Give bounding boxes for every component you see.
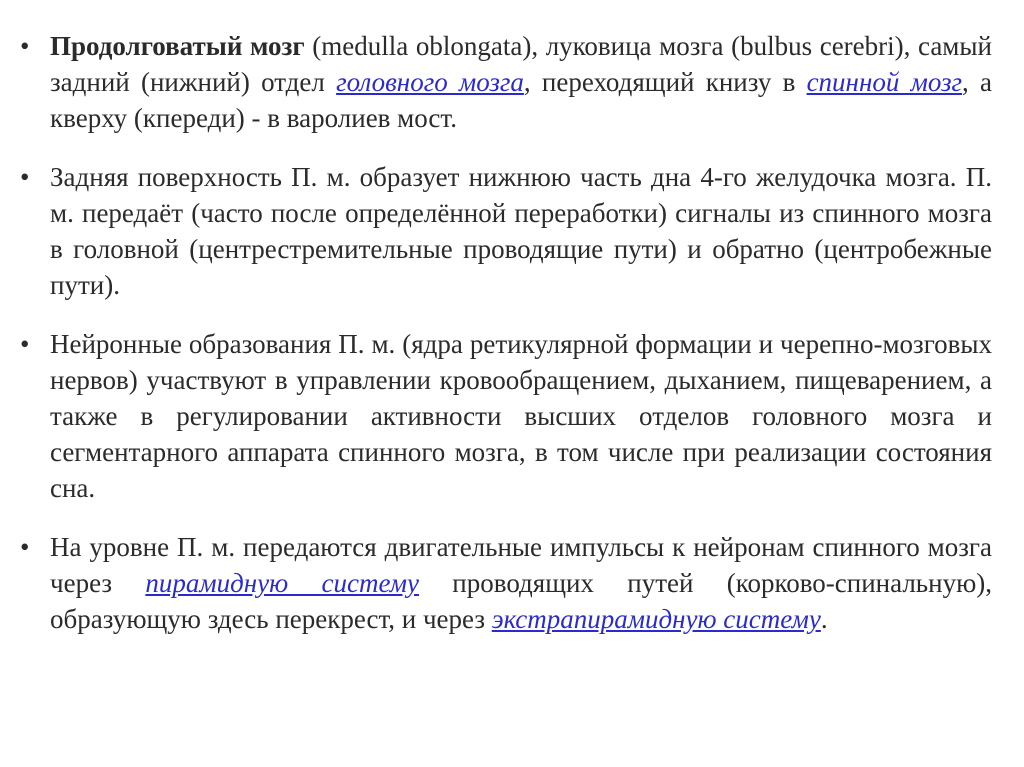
bullet-text <box>50 28 992 136</box>
bullet-item-4 <box>20 529 992 637</box>
bullet-marker: • <box>20 31 30 61</box>
bullet-text: Нейронные образования П. м. (ядра ретикулярной формации и черепно-мозговых нервов) участвуют в управлении кровообращением, дыханием, пищеварением, а также в регулировании активности высших отделов головного мозга и сегментарного аппарата спинного мозга, в том числе при реализации состояния сна. <box>50 329 992 503</box>
bullet-item-1 <box>20 28 992 136</box>
term-medulla: Продолговатый мозг <box>50 31 305 61</box>
text-segment: , переходящий книзу в <box>523 67 807 97</box>
text-segment: (medulla oblongata), луковица мозга (bulbus cerebri), самый задний (нижний) отдел <box>50 31 992 97</box>
link-spinal-cord[interactable]: спинной мозг <box>806 67 963 97</box>
bullet-text: Задняя поверхность П. м. образует нижнюю часть дна 4-го желудочка мозга. П. м. передаёт (часто после определённой переработки) сигналы из спинного мозга в головной (центрестремительные проводящие пути) и обратно (центробежные пути). <box>50 162 992 300</box>
text-segment: На уровне П. м. передаются двигательные импульсы к нейронам спинного мозга через <box>50 532 992 598</box>
bullet-text <box>50 529 992 637</box>
text-segment: проводящих путей (корково-спинальную), образующую здесь перекрест, и через <box>50 568 992 634</box>
link-brain[interactable]: головного мозга <box>336 67 524 97</box>
text-segment: . <box>820 604 828 634</box>
text-segment: , а кверху (кпереди) - в варолиев мост. <box>50 67 993 133</box>
link-pyramidal-system[interactable]: пирамидную систему <box>145 568 419 598</box>
bullet-marker: • <box>20 532 30 562</box>
bullet-item-3 <box>20 326 992 506</box>
bullet-marker: • <box>20 162 30 192</box>
bullet-item-2 <box>20 159 992 303</box>
bullet-marker: • <box>20 329 30 359</box>
link-extrapyramidal-system[interactable]: экстрапирамидную систему <box>491 604 821 634</box>
